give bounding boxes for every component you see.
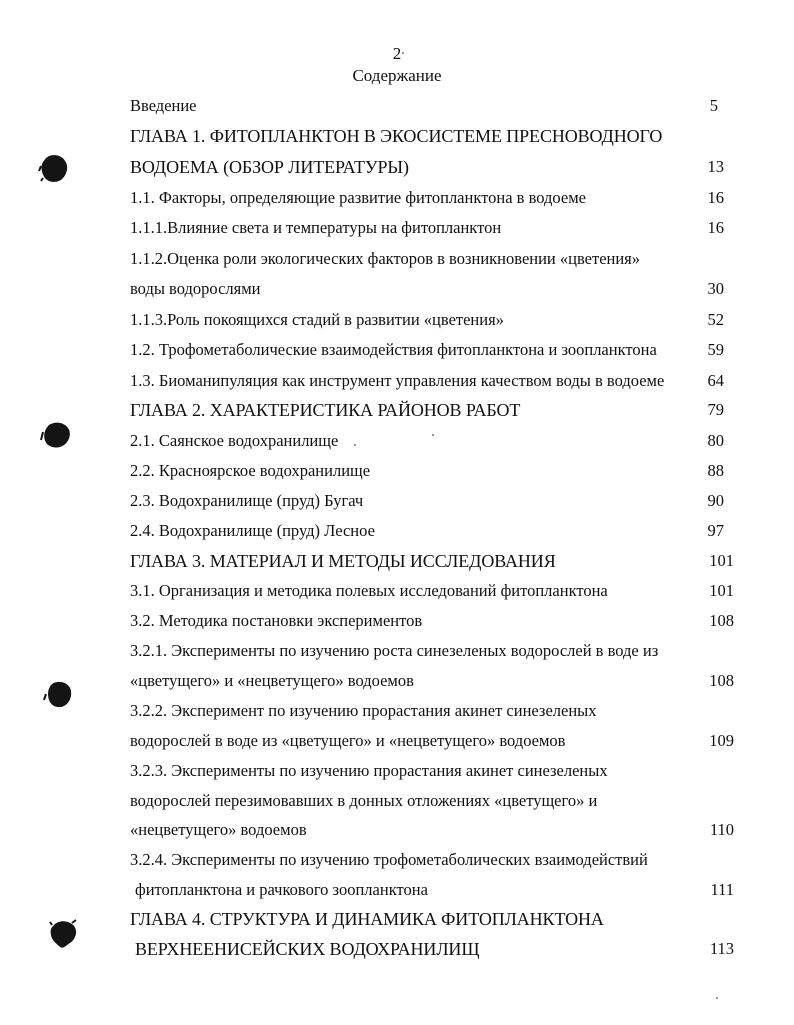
scan-speck: [432, 434, 434, 436]
toc-entry-2-4: 2.4. Водохранилище (пруд) Лесное: [130, 521, 375, 540]
toc-page-chapter-2: 79: [707, 400, 724, 419]
toc-page-3-2-2: 109: [709, 731, 734, 750]
toc-page-1-1-3: 52: [707, 310, 724, 329]
toc-chapter-2: ГЛАВА 2. ХАРАКТЕРИСТИКА РАЙОНОВ РАБОТ: [130, 400, 521, 420]
toc-entry-3-2-3-line1: 3.2.3. Эксперименты по изучению прорастания акинет синезеленых: [130, 761, 608, 780]
toc-entry-3-1: 3.1. Организация и методика полевых исследований фитопланктона: [130, 581, 608, 600]
toc-page-intro: 5: [709, 96, 718, 115]
toc-page-3-2: 108: [709, 611, 734, 630]
toc-chapter-4-line2: ВЕРХНЕЕНИСЕЙСКИХ ВОДОХРАНИЛИЩ: [135, 939, 480, 959]
toc-entry-3-2-3-line2: водорослей перезимовавших в донных отложениях «цветущего» и: [130, 791, 598, 810]
punch-hole-mark-3: [42, 678, 76, 712]
toc-entry-intro: Введение: [130, 96, 197, 115]
toc-page-chapter-3: 101: [709, 551, 734, 570]
toc-entry-3-2-1-line1: 3.2.1. Эксперименты по изучению роста синезеленых водорослей в воде из: [130, 641, 659, 660]
toc-entry-2-3: 2.3. Водохранилище (пруд) Бугач: [130, 491, 364, 510]
toc-entry-1-1-1: 1.1.1.Влияние света и температуры на фитопланктон: [130, 218, 502, 237]
toc-entry-3-2-2-line2: водорослей в воде из «цветущего» и «нецветущего» водоемов: [130, 731, 566, 750]
toc-entry-2-2: 2.2. Красноярское водохранилище: [130, 461, 371, 480]
toc-page-1-1-1: 16: [707, 218, 724, 237]
scan-speck: [716, 997, 718, 999]
toc-page-3-2-4: 111: [710, 880, 734, 899]
toc-entry-3-2-4-line1: 3.2.4. Эксперименты по изучению трофометаболических взаимодействий: [130, 850, 648, 869]
punch-hole-mark-1: [38, 152, 72, 186]
toc-chapter-1-line2: ВОДОЕМА (ОБЗОР ЛИТЕРАТУРЫ): [130, 157, 409, 177]
scan-speck: [354, 444, 356, 446]
toc-entry-3-2: 3.2. Методика постановки экспериментов: [130, 611, 423, 630]
toc-entry-1-1: 1.1. Факторы, определяющие развитие фитопланктона в водоеме: [130, 188, 586, 207]
toc-page-1-1-2: 30: [707, 279, 724, 298]
toc-entry-1-1-2-line2: воды водорослями: [130, 279, 261, 298]
toc-page-1-2: 59: [707, 340, 724, 359]
toc-entry-3-2-2-line1: 3.2.2. Эксперимент по изучению прорастания акинет синезеленых: [130, 701, 597, 720]
toc-page-3-2-3: 110: [709, 820, 734, 839]
toc-page-2-1: 80: [707, 431, 724, 450]
toc-page-2-3: 90: [707, 491, 724, 510]
punch-hole-mark-4: [48, 917, 82, 951]
toc-page-chapter-1: 13: [707, 157, 724, 176]
toc-page-chapter-4: 113: [709, 939, 734, 958]
toc-entry-1-1-3: 1.1.3.Роль покоящихся стадий в развитии «цветения»: [130, 310, 504, 329]
toc-entry-3-2-3-line3: «нецветущего» водоемов: [130, 820, 307, 839]
toc-entry-2-1: 2.1. Саянское водохранилище: [130, 431, 339, 450]
toc-page-2-2: 88: [707, 461, 724, 480]
toc-page-1-1: 16: [707, 188, 724, 207]
toc-page-2-4: 97: [707, 521, 724, 540]
toc-entry-3-2-1-line2: «цветущего» и «нецветущего» водоемов: [130, 671, 414, 690]
toc-entry-3-2-4-line2: фитопланктона и рачкового зоопланктона: [135, 880, 428, 899]
toc-page-3-1: 101: [709, 581, 734, 600]
toc-entry-1-1-2-line1: 1.1.2.Оценка роли экологических факторов в возникновении «цветения»: [130, 249, 641, 268]
toc-entry-1-2: 1.2. Трофометаболические взаимодействия фитопланктона и зоопланктона: [130, 340, 657, 359]
page-title: Содержание: [352, 66, 442, 85]
scan-speck: [402, 52, 404, 54]
toc-page-3-2-1: 108: [709, 671, 734, 690]
toc-page-1-3: 64: [707, 371, 724, 390]
toc-entry-1-3: 1.3. Биоманипуляция как инструмент управления качеством воды в водоеме: [130, 371, 665, 390]
toc-chapter-3: ГЛАВА 3. МАТЕРИАЛ И МЕТОДЫ ИССЛЕДОВАНИЯ: [130, 551, 556, 571]
toc-chapter-4-line1: ГЛАВА 4. СТРУКТУРА И ДИНАМИКА ФИТОПЛАНКТОНА: [130, 909, 604, 929]
toc-chapter-1-line1: ГЛАВА 1. ФИТОПЛАНКТОН В ЭКОСИСТЕМЕ ПРЕСНОВОДНОГО: [130, 126, 663, 146]
page-number: 2: [392, 44, 402, 63]
punch-hole-mark-2: [40, 420, 74, 452]
